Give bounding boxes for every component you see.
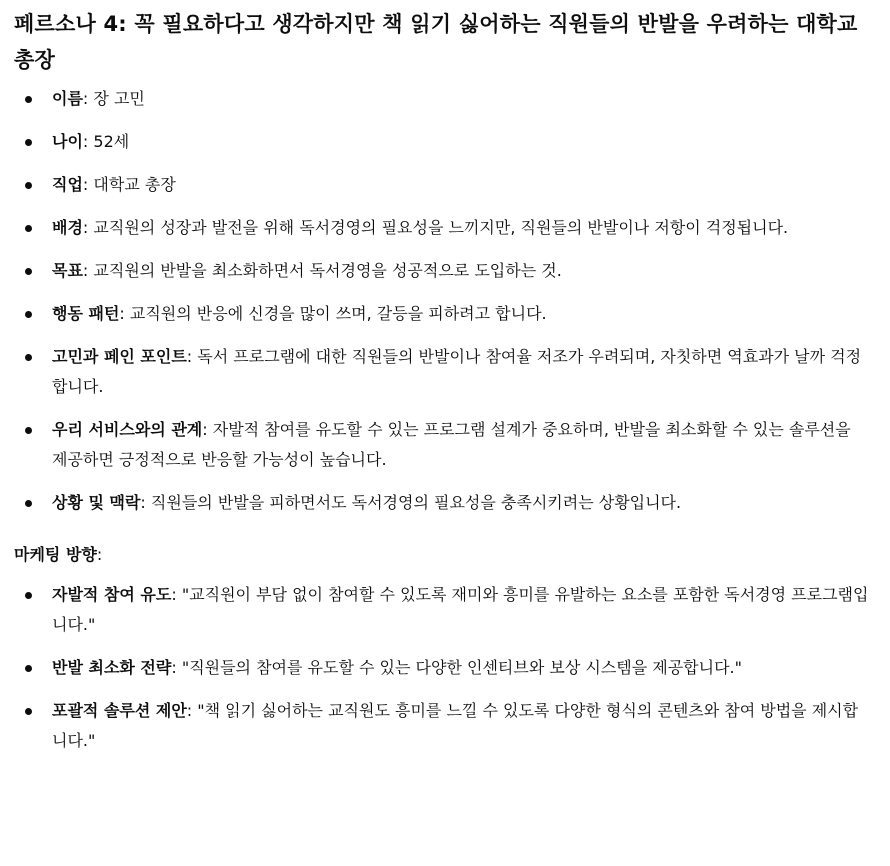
item-term: 우리 서비스와의 관계 <box>52 420 203 439</box>
item-text: "책 읽기 싫어하는 교직원도 흥미를 느낄 수 있도록 다양한 형식의 콘텐츠와 참여 방법을 제시합니다." <box>52 701 859 750</box>
list-item-age <box>14 127 870 157</box>
item-separator: : <box>171 658 182 677</box>
item-separator: : <box>119 304 130 323</box>
item-separator: : <box>186 701 198 720</box>
list-item-context <box>14 488 870 518</box>
item-term: 반발 최소화 전략 <box>52 658 172 677</box>
marketing-label: 마케팅 방향 <box>14 545 97 564</box>
item-separator: : <box>82 132 94 151</box>
item-term: 나이 <box>52 132 83 151</box>
list-item-name <box>14 84 870 114</box>
item-separator: : <box>82 261 94 280</box>
item-term: 상황 및 맥락 <box>52 493 141 512</box>
item-term: 이름 <box>52 89 83 108</box>
item-text: 교직원의 성장과 발전을 위해 독서경영의 필요성을 느끼지만, 직원들의 반발이나 저항이 걱정됩니다. <box>93 218 789 237</box>
list-item-service-relation <box>14 415 870 475</box>
item-text: 교직원의 반발을 최소화하면서 독서경영을 성공적으로 도입하는 것. <box>93 261 562 280</box>
item-separator: : <box>140 493 151 512</box>
item-separator: : <box>186 347 198 366</box>
list-item-occupation <box>14 170 870 200</box>
item-text: 52세 <box>93 132 130 151</box>
item-term: 고민과 페인 포인트 <box>52 347 187 366</box>
list-item-background <box>14 213 870 243</box>
marketing-label-suffix: : <box>96 545 103 564</box>
list-item-voluntary-participation <box>14 580 870 640</box>
item-text: 대학교 총장 <box>93 175 176 194</box>
item-text: 장 고민 <box>93 89 145 108</box>
persona-details-list <box>14 84 870 518</box>
item-separator: : <box>82 175 94 194</box>
item-term: 포괄적 솔루션 제안 <box>52 701 187 720</box>
item-text: 독서 프로그램에 대한 직원들의 반발이나 참여율 저조가 우려되며, 자칫하면 역효과가 날까 걱정합니다. <box>52 347 862 396</box>
marketing-section-label <box>14 540 870 570</box>
item-separator: : <box>82 218 94 237</box>
item-separator: : <box>82 89 94 108</box>
list-item-behavior <box>14 299 870 329</box>
item-term: 행동 패턴 <box>52 304 120 323</box>
list-item-pain-points <box>14 342 870 402</box>
item-separator: : <box>171 585 182 604</box>
item-text: "직원들의 참여를 유도할 수 있는 다양한 인센티브와 보상 시스템을 제공합니다." <box>181 658 742 677</box>
item-text: "교직원이 부담 없이 참여할 수 있도록 재미와 흥미를 유발하는 요소를 포함한 독서경영 프로그램입니다." <box>52 585 869 634</box>
persona-heading: 페르소나 4: 꼭 필요하다고 생각하지만 책 읽기 싫어하는 직원들의 반발을 우려하는 대학교 총장 <box>14 12 858 72</box>
item-term: 배경 <box>52 218 83 237</box>
list-item-minimize-resistance <box>14 653 870 683</box>
list-item-comprehensive-solution <box>14 696 870 756</box>
item-text: 자발적 참여를 유도할 수 있는 프로그램 설계가 중요하며, 반발을 최소화할 수 있는 솔루션을 제공하면 긍정적으로 반응할 가능성이 높습니다. <box>52 420 851 469</box>
item-text: 직원들의 반발을 피하면서도 독서경영의 필요성을 충족시키려는 상황입니다. <box>150 493 682 512</box>
item-term: 목표 <box>52 261 83 280</box>
item-text: 교직원의 반응에 신경을 많이 쓰며, 갈등을 피하려고 합니다. <box>129 304 547 323</box>
list-item-goal <box>14 256 870 286</box>
marketing-list <box>14 580 870 756</box>
item-term: 직업 <box>52 175 83 194</box>
item-separator: : <box>202 420 213 439</box>
item-term: 자발적 참여 유도 <box>52 585 172 604</box>
